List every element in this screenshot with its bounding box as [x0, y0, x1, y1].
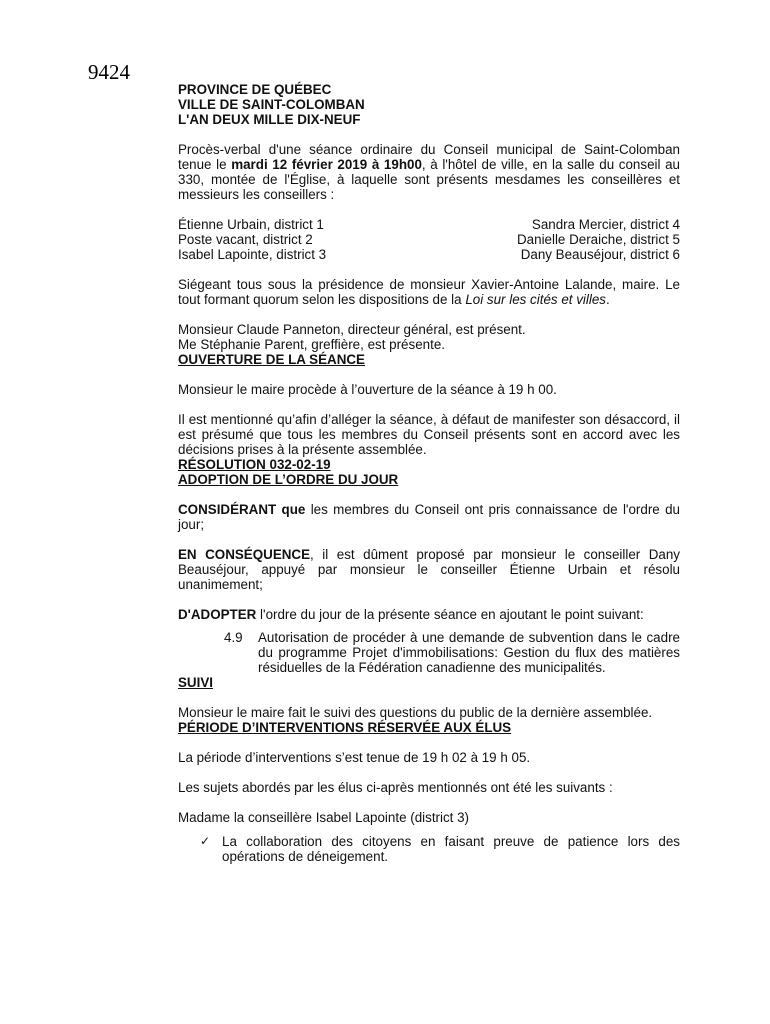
presidence-text-1: Siégeant tous sous la présidence de monsieur Xavier-Antoine Lalande, maire. Le tout formant quorum selon les dispositions de la [178, 277, 680, 307]
header-ville: VILLE DE SAINT-COLOMBAN [178, 97, 365, 112]
header-province: PROVINCE DE QUÉBEC [178, 82, 332, 97]
considerant-paragraph [178, 502, 680, 532]
consequence-paragraph [178, 547, 680, 592]
ouverture-paragraph-2: Il est mentionné qu’afin d’alléger la séance, à défaut de manifester son désaccord, il est présumé que tous les membres du Conseil présents sont en accord avec les décisions prises à la présente assemblée. [178, 412, 680, 457]
roster-member: Étienne Urbain, district 1 [178, 217, 324, 232]
document-body [178, 82, 680, 864]
resolution-number: RÉSOLUTION 032-02-19 [178, 457, 331, 472]
adopter-text: l'ordre du jour de la présente séance en ajoutant le point suivant: [256, 607, 644, 622]
intro-paragraph [178, 142, 680, 202]
roster-member: Isabel Lapointe, district 3 [178, 247, 327, 262]
periode-paragraph-2: Les sujets abordés par les élus ci-après mentionnés ont été les suivants : [178, 780, 613, 795]
checklist-item-text: La collaboration des citoyens en faisant preuve de patience lors des opérations de déneigement. [222, 834, 680, 864]
checklist-item [200, 834, 680, 864]
intro-date: mardi 12 février 2019 à 19h00 [231, 157, 422, 172]
considerant-label: CONSIDÉRANT que [178, 502, 306, 517]
periode-paragraph-3: Madame la conseillère Isabel Lapointe (district 3) [178, 810, 470, 825]
roster-member: Sandra Mercier, district 4 [531, 217, 680, 232]
presence-greffiere: Me Stéphanie Parent, greffière, est présente. [178, 337, 445, 352]
page-number: 9424 [88, 60, 130, 84]
presidence-text-2: . [605, 292, 610, 307]
roster-member: Dany Beauséjour, district 6 [520, 247, 680, 262]
roster-left-column [178, 217, 326, 262]
presence-dg: Monsieur Claude Panneton, directeur général, est présent. [178, 322, 526, 337]
intro-text-1: Procès-verbal d'une séance ordinaire du Conseil municipal de Saint-Colomban tenue le [178, 142, 680, 172]
intro-text-2: , à l'hôtel de ville, en la salle du conseil au 330, montée de l'Église, à laquelle sont présents mesdames les conseillères et messieurs les conseillers : [178, 157, 680, 202]
roster-right-column [517, 217, 680, 262]
agenda-point-text: Autorisation de procéder à une demande de subvention dans le cadre du programme Projet d'immobilisations: Gestion du flux des matières résiduelles de la Fédération canadienne des municipalités. [258, 630, 680, 675]
adopter-paragraph [178, 607, 680, 622]
suivi-paragraph: Monsieur le maire fait le suivi des questions du public de la dernière assemblée. [178, 705, 653, 720]
periode-paragraph-1: La période d’interventions s’est tenue de 19 h 02 à 19 h 05. [178, 750, 531, 765]
header-annee: L'AN DEUX MILLE DIX-NEUF [178, 112, 361, 127]
council-roster [178, 217, 680, 262]
agenda-point [224, 630, 680, 675]
presidence-paragraph [178, 277, 680, 307]
roster-member: Danielle Deraiche, district 5 [517, 232, 680, 247]
agenda-point-number: 4.9 [224, 630, 243, 645]
checkmark-icon: ✓ [200, 834, 211, 848]
considerant-text: les membres du Conseil ont pris connaissance de l'ordre du jour; [178, 502, 680, 532]
ouverture-paragraph-1: Monsieur le maire procède à l’ouverture de la séance à 19 h 00. [178, 382, 557, 397]
roster-member: Poste vacant, district 2 [178, 232, 313, 247]
section-title-ouverture: OUVERTURE DE LA SÉANCE [178, 352, 365, 367]
consequence-text: , il est dûment proposé par monsieur le conseiller Dany Beauséjour, appuyé par monsieur le conseiller Étienne Urbain et résolu unanimement; [178, 547, 681, 592]
law-title: Loi sur les cités et villes [465, 292, 606, 307]
consequence-label: EN CONSÉQUENCE [178, 547, 311, 562]
section-title-periode: PÉRIODE D’INTERVENTIONS RÉSERVÉE AUX ÉLUS [178, 720, 512, 735]
adopter-label: D'ADOPTER [178, 607, 257, 622]
section-title-suivi: SUIVI [178, 675, 213, 690]
resolution-title: ADOPTION DE L’ORDRE DU JOUR [178, 472, 399, 487]
